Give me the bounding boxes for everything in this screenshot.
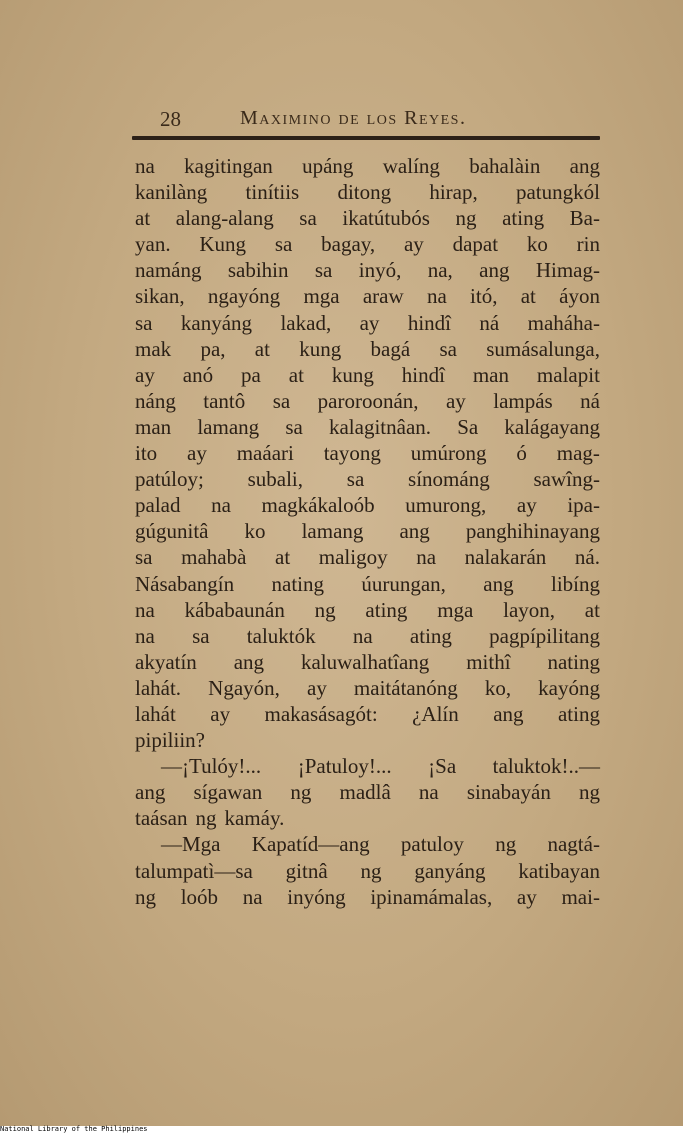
word: ay	[445, 388, 466, 413]
word: nagtá-	[547, 832, 600, 857]
word: Kapatíd—ang	[251, 832, 370, 857]
text-line	[135, 831, 600, 857]
word: anó	[182, 362, 214, 387]
word: ng	[195, 806, 217, 831]
text-line	[135, 153, 600, 179]
word: taluktók	[246, 623, 316, 648]
word: Ngayón,	[208, 675, 280, 700]
text-line	[135, 805, 600, 831]
word: magkákaloób	[261, 493, 375, 518]
word: ang	[135, 780, 166, 805]
text-line	[135, 466, 600, 492]
word: sa	[285, 414, 303, 439]
word: sa	[192, 623, 210, 648]
word: maitátanóng	[353, 675, 458, 700]
word: alang-alang	[175, 206, 274, 231]
word: rin	[576, 232, 600, 257]
word: ganyáng	[414, 858, 486, 883]
word: na	[352, 623, 373, 648]
word: sumásalunga,	[486, 336, 600, 361]
word: patungkól	[515, 180, 600, 205]
word: ang	[399, 519, 430, 544]
word: na	[135, 623, 155, 648]
word: taluktok!..—	[492, 754, 600, 779]
word: malapit	[536, 362, 600, 387]
word: na,	[427, 258, 453, 283]
word: kalágayang	[504, 414, 600, 439]
word: hindî	[407, 310, 452, 335]
word: araw	[362, 284, 404, 309]
running-head: Maximino de los Reyes.	[240, 107, 467, 129]
word: maáari	[236, 441, 294, 466]
word: —¡Tulóy!...	[161, 754, 262, 779]
word: na	[416, 545, 437, 570]
word: ng	[495, 832, 517, 857]
word: kamáy.	[224, 806, 285, 831]
text-line	[135, 649, 600, 675]
page-number: 28	[160, 107, 181, 131]
word: namáng	[135, 258, 202, 283]
word: na	[426, 284, 447, 309]
word: Ba-	[569, 206, 600, 231]
word: ipinamámalas,	[370, 884, 493, 909]
word: na	[211, 493, 231, 518]
word: mahabà	[181, 545, 247, 570]
word: ay	[187, 441, 207, 466]
word: panghihinayang	[465, 519, 600, 544]
word: umurong,	[405, 493, 487, 518]
word: ko	[526, 232, 548, 257]
word: mag-	[556, 441, 600, 466]
word: na	[135, 154, 155, 178]
word: hirap,	[429, 180, 478, 205]
word: sawîng-	[533, 467, 600, 492]
word: ang	[233, 649, 265, 674]
word: pipiliin?	[135, 728, 205, 753]
word: sa	[439, 336, 457, 361]
text-line	[135, 858, 600, 884]
word: Himag-	[535, 258, 600, 283]
word: na	[242, 884, 263, 909]
word: sa	[135, 545, 153, 570]
word: ay	[403, 232, 424, 257]
word: kábabaunán	[184, 597, 285, 622]
word: lahát.	[135, 675, 182, 700]
word: sa	[314, 258, 333, 283]
word: palad	[135, 493, 181, 518]
word: mai-	[561, 884, 600, 909]
text-line	[135, 231, 600, 257]
word: ng	[135, 884, 156, 909]
word: inyó,	[358, 258, 402, 283]
word: nalakarán	[464, 545, 547, 570]
word: inyóng	[287, 884, 346, 909]
word: ikatútubós	[342, 206, 430, 231]
word: ng	[314, 597, 336, 622]
word: makasásagót:	[264, 701, 378, 726]
word: ang	[483, 571, 514, 596]
word: ang	[479, 258, 510, 283]
word: ná	[479, 310, 500, 335]
word: ito	[135, 441, 158, 466]
text-line	[135, 727, 600, 753]
word: ating	[502, 206, 545, 231]
text-line	[135, 179, 600, 205]
word: at	[520, 284, 536, 309]
word: kagitingan	[184, 154, 273, 178]
word: maligoy	[318, 545, 388, 570]
word: ay	[210, 701, 231, 726]
word: sígawan	[193, 780, 263, 805]
text-line	[135, 623, 600, 649]
text-line	[135, 753, 600, 779]
word: áyon	[559, 284, 600, 309]
word: ating	[557, 701, 600, 726]
text-line	[135, 362, 600, 388]
word: ná	[580, 388, 600, 413]
word: tinítiis	[245, 180, 300, 205]
word: ating	[409, 623, 452, 648]
word: patuloy	[400, 832, 464, 857]
word: nating	[271, 571, 324, 596]
word: tayong	[323, 441, 381, 466]
word: bahalàin	[469, 154, 541, 178]
word: itó,	[470, 284, 498, 309]
word: ¡Sa	[428, 754, 457, 779]
word: patúloy;	[135, 467, 204, 492]
word: loób	[180, 884, 219, 909]
word: ang	[493, 701, 524, 726]
word: ay	[516, 493, 537, 518]
word: tantô	[203, 388, 246, 413]
word: kanilàng	[135, 180, 208, 205]
word: at	[254, 336, 270, 361]
text-line	[135, 310, 600, 336]
word: walíng	[382, 154, 440, 178]
word: hindî	[401, 362, 445, 387]
word: yan.	[135, 232, 171, 257]
word: gúgunitâ	[135, 519, 209, 544]
word: taásan	[135, 806, 188, 831]
word: ng	[578, 780, 600, 805]
word: ay	[516, 884, 537, 909]
word: kayóng	[538, 675, 600, 700]
word: nating	[547, 649, 600, 674]
word: sa	[274, 232, 293, 257]
text-line	[135, 701, 600, 727]
word: at	[288, 362, 304, 387]
word: kung	[331, 362, 374, 387]
word: lamang	[197, 414, 260, 439]
word: ó	[516, 441, 527, 466]
word: —Mga	[161, 832, 221, 857]
word: at	[584, 597, 600, 622]
text-line	[135, 440, 600, 466]
word: ay	[135, 362, 155, 387]
word: sínománg	[408, 467, 490, 492]
text-line	[135, 388, 600, 414]
word: ¿Alín	[412, 701, 459, 726]
text-line	[135, 884, 600, 910]
page-header	[0, 103, 683, 133]
word: sa	[272, 388, 291, 413]
word: pa	[241, 362, 261, 387]
word: ditong	[337, 180, 392, 205]
word: talumpatì—sa	[135, 858, 253, 883]
word: umúrong	[410, 441, 487, 466]
library-credit: National Library of the Philippines	[0, 1125, 148, 1133]
word: lampás	[493, 388, 553, 413]
word: ng	[455, 206, 477, 231]
text-line	[135, 675, 600, 701]
word: ngayóng	[207, 284, 281, 309]
word: Násabangín	[135, 571, 235, 596]
word: ay	[307, 675, 327, 700]
word: úurungan,	[361, 571, 446, 596]
word: sinabayán	[466, 780, 551, 805]
text-line	[135, 283, 600, 309]
word: lamang	[301, 519, 364, 544]
word: ang	[569, 154, 600, 178]
word: ko	[244, 519, 266, 544]
word: lahát	[135, 701, 176, 726]
text-line	[135, 257, 600, 283]
word: paroroonán,	[317, 388, 419, 413]
word: náng	[135, 388, 176, 413]
word: ¡Patuloy!...	[297, 754, 392, 779]
word: kalagitnâan.	[328, 414, 432, 439]
text-line	[135, 492, 600, 518]
word: sa	[346, 467, 365, 492]
word: libíng	[550, 571, 600, 596]
text-line	[135, 544, 600, 570]
word: pagpípilitang	[489, 623, 600, 648]
word: na	[418, 780, 439, 805]
word: pa,	[200, 336, 226, 361]
word: ng	[290, 780, 312, 805]
word: madlâ	[339, 780, 391, 805]
word: man	[472, 362, 509, 387]
word: lakad,	[280, 310, 332, 335]
word: sa	[299, 206, 317, 231]
word: mga	[437, 597, 474, 622]
word: upáng	[302, 154, 354, 178]
word: subali,	[247, 467, 304, 492]
word: ná.	[574, 545, 600, 570]
word: kaluwalhatîang	[300, 649, 430, 674]
word: ating	[365, 597, 408, 622]
word: bagay,	[321, 232, 376, 257]
text-line	[135, 597, 600, 623]
word: Kung	[199, 232, 247, 257]
text-line	[135, 336, 600, 362]
word: sikan,	[135, 284, 185, 309]
word: sa	[135, 310, 153, 335]
word: maháha-	[527, 310, 600, 335]
word: gitnâ	[285, 858, 328, 883]
text-line	[135, 518, 600, 544]
word: Sa	[457, 414, 479, 439]
word: ko,	[484, 675, 512, 700]
word: ng	[360, 858, 382, 883]
word: na	[135, 597, 155, 622]
text-line	[135, 414, 600, 440]
word: katibayan	[518, 858, 600, 883]
text-line	[135, 571, 600, 597]
word: sabihin	[227, 258, 289, 283]
word: at	[275, 545, 291, 570]
word: kanyáng	[180, 310, 253, 335]
word: bagá	[370, 336, 411, 361]
word: kung	[299, 336, 342, 361]
word: layon,	[503, 597, 556, 622]
word: man	[135, 414, 172, 439]
word: mithî	[466, 649, 511, 674]
text-line	[135, 205, 600, 231]
word: ay	[359, 310, 380, 335]
word: at	[135, 206, 151, 231]
word: dapat	[452, 232, 499, 257]
body-text	[135, 153, 600, 910]
word: mga	[303, 284, 340, 309]
text-line	[135, 779, 600, 805]
header-rule	[132, 136, 600, 140]
word: akyatín	[135, 649, 197, 674]
word: mak	[135, 336, 172, 361]
word: ipa-	[567, 493, 600, 518]
